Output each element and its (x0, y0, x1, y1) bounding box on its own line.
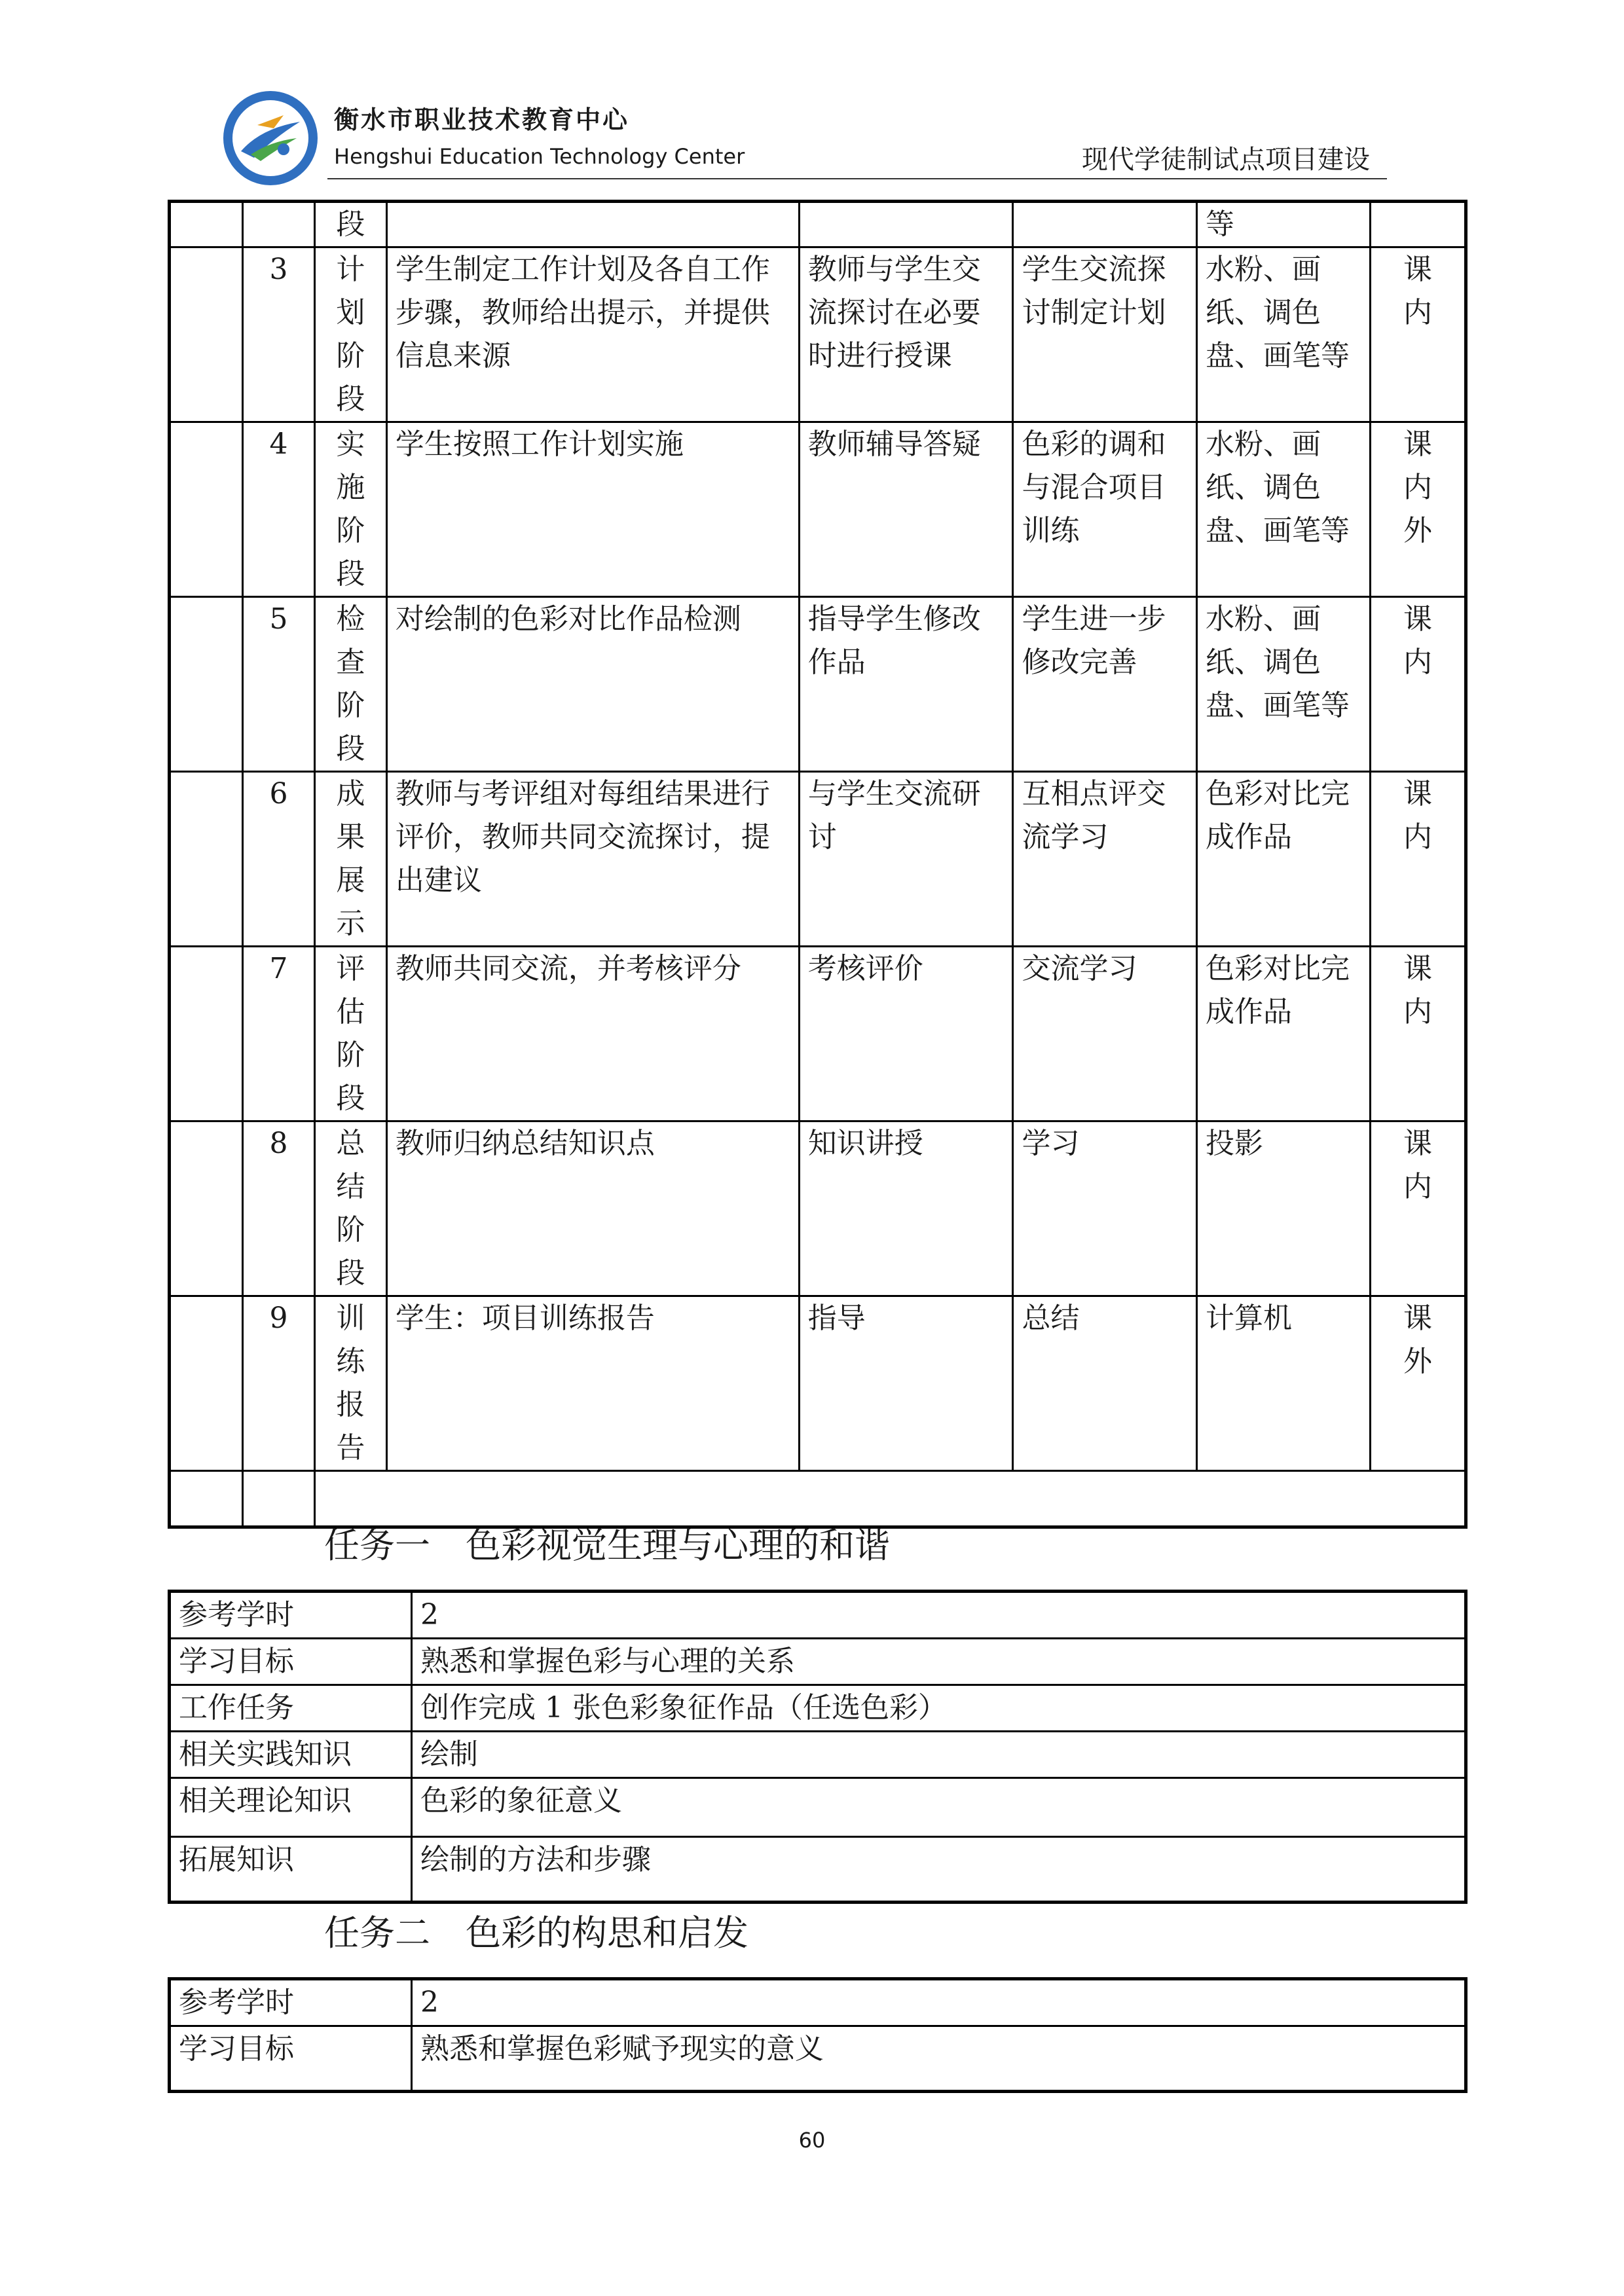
header-divider (327, 178, 1387, 179)
phase-name (314, 772, 386, 947)
blank-col (170, 947, 243, 1121)
student-activity: 色彩的调和与混合项目训练 (1013, 422, 1197, 597)
activity-content: 教师与考评组对每组结果进行评价，教师共同交流探讨，提出建议 (386, 772, 799, 947)
teacher-activity (799, 202, 1013, 247)
phase-name-text: 实施阶段 (336, 428, 365, 591)
table-row (170, 1732, 1466, 1778)
table-row (170, 202, 1466, 247)
teacher-activity: 教师与学生交流探讨在必要时进行授课 (799, 247, 1013, 422)
phase-name (314, 1121, 386, 1296)
field-label: 学习目标 (170, 2026, 412, 2092)
blank-col (170, 772, 243, 947)
teacher-activity: 教师辅导答疑 (799, 422, 1013, 597)
field-value: 2 (412, 1979, 1466, 2026)
table-row (170, 1685, 1466, 1732)
task1-title: 任务一 色彩视觉生理与心理的和谐 (324, 1525, 890, 1566)
table-row (170, 2026, 1466, 2092)
activity-content: 对绘制的色彩对比作品检测 (386, 597, 799, 772)
location-text: 课内 (1403, 602, 1433, 679)
location (1371, 772, 1466, 947)
field-label: 相关理论知识 (170, 1778, 412, 1837)
location (1371, 597, 1466, 772)
field-value: 创作完成 1 张色彩象征作品（任选色彩） (412, 1685, 1466, 1732)
phase-name (314, 422, 386, 597)
teaching-process-table (168, 200, 1467, 1529)
materials: 色彩对比完成作品 (1196, 947, 1370, 1121)
table-row (170, 772, 1466, 947)
location-text: 课内 (1403, 777, 1433, 854)
field-label: 拓展知识 (170, 1837, 412, 1903)
location (1371, 1296, 1466, 1471)
activity-content: 学生制定工作计划及各自工作步骤，教师给出提示，并提供信息来源 (386, 247, 799, 422)
task1-table (168, 1590, 1467, 1904)
blank-col (170, 1121, 243, 1296)
location-text: 课内 (1403, 253, 1433, 329)
table-row (170, 1121, 1466, 1296)
table-row (170, 422, 1466, 597)
table-row (170, 247, 1466, 422)
blank-col (170, 597, 243, 772)
field-value: 熟悉和掌握色彩与心理的关系 (412, 1639, 1466, 1685)
student-activity: 交流学习 (1013, 947, 1197, 1121)
materials: 等 (1196, 202, 1370, 247)
student-activity: 学生交流探讨制定计划 (1013, 247, 1197, 422)
blank-col (170, 1296, 243, 1471)
location (1371, 947, 1466, 1121)
field-value: 绘制 (412, 1732, 1466, 1778)
field-value: 绘制的方法和步骤 (412, 1837, 1466, 1903)
phase-name (314, 597, 386, 772)
location (1371, 422, 1466, 597)
materials: 水粉、画纸、调色盘、画笔等 (1196, 422, 1370, 597)
table-row (170, 1837, 1466, 1903)
phase-name (314, 247, 386, 422)
page-number: 60 (798, 2128, 826, 2153)
phase-name (314, 947, 386, 1121)
phase-name (314, 1296, 386, 1471)
phase-name (314, 202, 386, 247)
materials: 投影 (1196, 1121, 1370, 1296)
step-number: 9 (242, 1296, 314, 1471)
blank-col (170, 202, 243, 247)
phase-name-text: 成果展示 (336, 777, 365, 940)
field-value: 色彩的象征意义 (412, 1778, 1466, 1837)
field-value: 2 (412, 1592, 1466, 1639)
field-value: 熟悉和掌握色彩赋予现实的意义 (412, 2026, 1466, 2092)
location-text: 课外 (1403, 1302, 1433, 1378)
teacher-activity: 指导 (799, 1296, 1013, 1471)
materials: 水粉、画纸、调色盘、画笔等 (1196, 597, 1370, 772)
teacher-activity: 知识讲授 (799, 1121, 1013, 1296)
location-text: 课内外 (1403, 428, 1433, 547)
activity-content: 学生按照工作计划实施 (386, 422, 799, 597)
student-activity: 学生进一步修改完善 (1013, 597, 1197, 772)
org-name-en: Hengshui Education Technology Center (334, 144, 745, 169)
location (1371, 202, 1466, 247)
field-label: 相关实践知识 (170, 1732, 412, 1778)
step-number (242, 202, 314, 247)
materials: 计算机 (1196, 1296, 1370, 1471)
activity-content: 教师共同交流，并考核评分 (386, 947, 799, 1121)
blank-col (170, 247, 243, 422)
org-name-cn: 衡水市职业技术教育中心 (334, 105, 630, 134)
student-activity (1013, 202, 1197, 247)
student-activity: 总结 (1013, 1296, 1197, 1471)
materials: 色彩对比完成作品 (1196, 772, 1370, 947)
activity-content: 学生：项目训练报告 (386, 1296, 799, 1471)
table-row (170, 597, 1466, 772)
phase-name-text: 计划阶段 (336, 253, 365, 416)
phase-name-text: 检查阶段 (336, 602, 365, 765)
step-number: 7 (242, 947, 314, 1121)
table-row (170, 1979, 1466, 2026)
location (1371, 1121, 1466, 1296)
step-number: 6 (242, 772, 314, 947)
blank-col (242, 1471, 314, 1527)
field-label: 参考学时 (170, 1979, 412, 2026)
phase-name-text: 评估阶段 (336, 952, 365, 1115)
teacher-activity: 与学生交流研讨 (799, 772, 1013, 947)
location (1371, 247, 1466, 422)
field-label: 学习目标 (170, 1639, 412, 1685)
phase-name-text: 总结阶段 (336, 1127, 365, 1290)
blank-col (170, 422, 243, 597)
teacher-activity: 考核评价 (799, 947, 1013, 1121)
location-text: 课内 (1403, 1127, 1433, 1203)
table-row (170, 947, 1466, 1121)
activity-content: 教师归纳总结知识点 (386, 1121, 799, 1296)
task2-title: 任务二 色彩的构思和启发 (324, 1912, 748, 1954)
project-title: 现代学徒制试点项目建设 (1082, 145, 1370, 175)
activity-content (386, 202, 799, 247)
task2-table (168, 1977, 1467, 2093)
table-row (170, 1592, 1466, 1639)
field-label: 工作任务 (170, 1685, 412, 1732)
table-row (170, 1296, 1466, 1471)
step-number: 3 (242, 247, 314, 422)
step-number: 8 (242, 1121, 314, 1296)
table-row (170, 1639, 1466, 1685)
field-label: 参考学时 (170, 1592, 412, 1639)
school-emblem-icon (221, 89, 320, 187)
student-activity: 学习 (1013, 1121, 1197, 1296)
blank-col (170, 1471, 243, 1527)
student-activity: 互相点评交流学习 (1013, 772, 1197, 947)
step-number: 4 (242, 422, 314, 597)
materials: 水粉、画纸、调色盘、画笔等 (1196, 247, 1370, 422)
phase-name-text: 段 (336, 208, 365, 241)
phase-name-text: 训练报告 (336, 1302, 365, 1465)
location-text: 课内 (1403, 952, 1433, 1029)
table-row (170, 1778, 1466, 1837)
teacher-activity: 指导学生修改作品 (799, 597, 1013, 772)
step-number: 5 (242, 597, 314, 772)
page-header (0, 0, 1624, 196)
